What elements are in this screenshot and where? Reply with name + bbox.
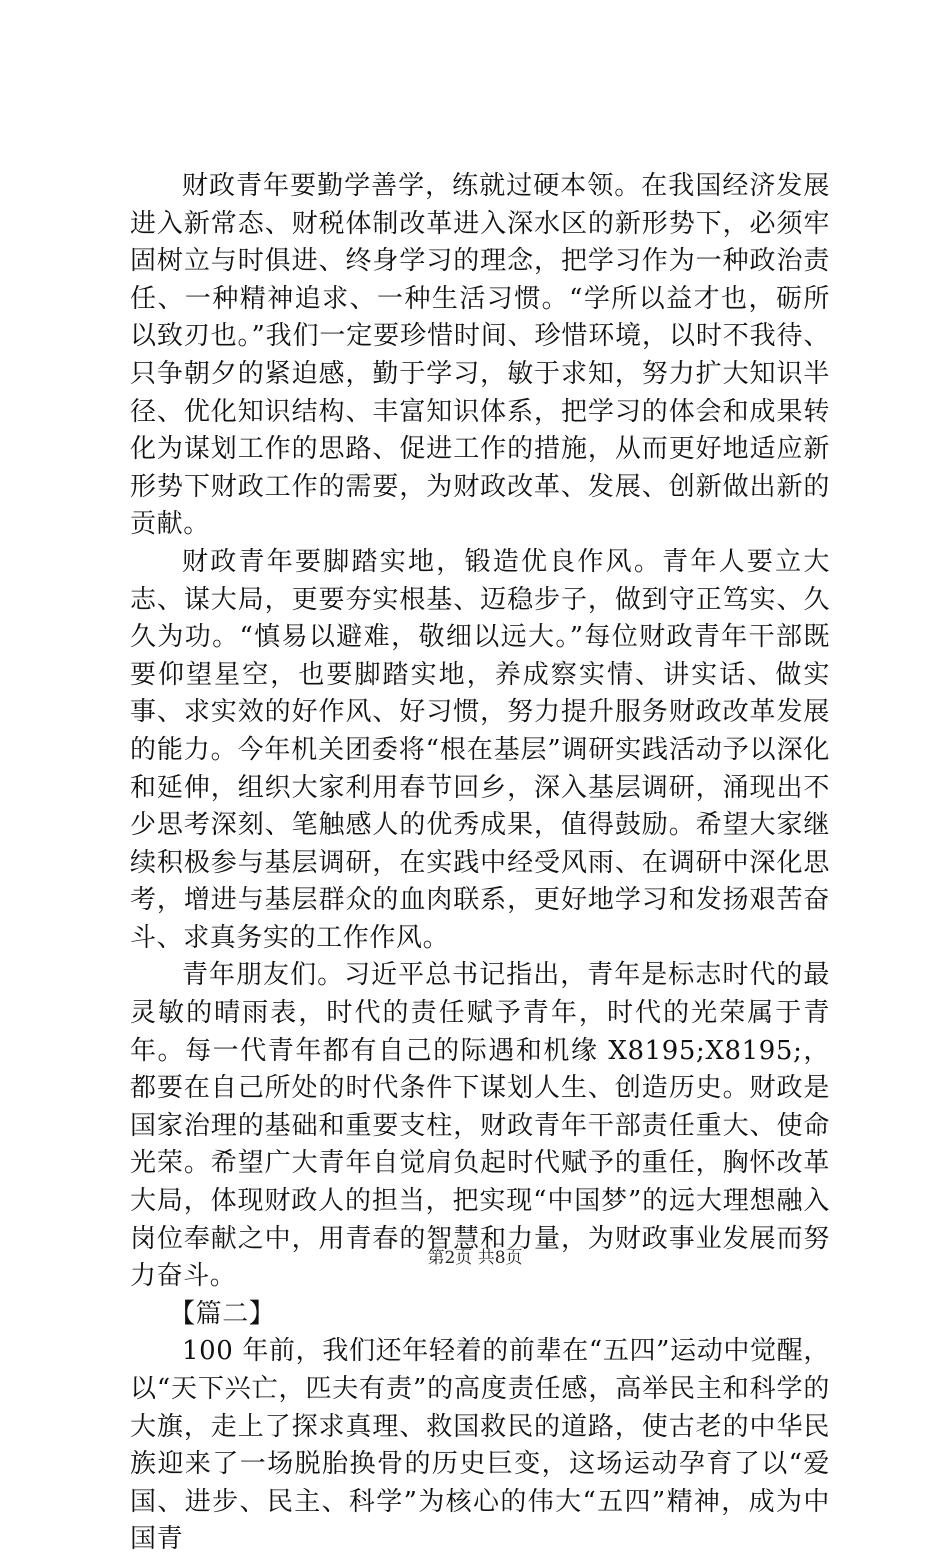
paragraph-youth: 青年朋友们。习近平总书记指出，青年是标志时代的最灵敏的晴雨表，时代的责任赋予青年，时代的光荣属于青年。每一代青年都有自己的际遇和机缘 X8195;X8195;，都要在自己所处的时代条件下谋划人生、创造历史。财政是国家治理的基础和重要支柱，财政青年干部责任重大、使命光荣。希望广大青年自觉肩负起时代赋予的重任，胸怀改革大局，体现财政人的担当，把实现“中国梦”的远大理想融入岗位奉献之中，用青春的智慧和力量，为财政事业发展而努力奋斗。 [130,960,830,1292]
page-number-footer: 第2页 共8页 [427,1248,523,1268]
document-body [130,168,830,1559]
paragraph-study: 财政青年要勤学善学，练就过硬本领。在我国经济发展进入新常态、财税体制改革进入深水区的新形势下，必须牢固树立与时俱进、终身学习的理念，把学习作为一种政治责任、一种精神追求、一种生活习惯。“学所以益才也，砺所以致刃也。”我们一定要珍惜时间、珍惜环境，以时不我待、只争朝夕的紧迫感，勤于学习，敏于求知，努力扩大知识半径、优化知识结构、丰富知识体系，把学习的体会和成果转化为谋划工作的思路、促进工作的措施，从而更好地适应新形势下财政工作的需要，为财政改革、发展、创新做出新的贡献。 [130,171,830,540]
paragraph-style: 财政青年要脚踏实地，锻造优良作风。青年人要立大志、谋大局，更要夯实根基、迈稳步子，做到守正笃实、久久为功。“慎易以避难，敬细以远大。”每位财政青年干部既要仰望星空，也要脚踏实地，养成察实情、讲实话、做实事、求实效的好作风、好习惯，努力提升服务财政改革发展的能力。今年机关团委将“根在基层”调研实践活动予以深化和延伸，组织大家利用春节回乡，深入基层调研，涌现出不少思考深刻、笔触感人的优秀成果，值得鼓励。希望大家继续积极参与基层调研，在实践中经受风雨、在调研中深化思考，增进与基层群众的血肉联系，更好地学习和发扬艰苦奋斗、求真务实的工作作风。 [130,546,830,953]
section-heading: 【篇二】 [169,1298,276,1329]
paragraph-may-fourth: 100 年前，我们还年轻着的前辈在“五四”运动中觉醒，以“天下兴亡，匹夫有责”的高度责任感，高举民主和科学的大旗，走上了探求真理、救国救民的道路，使古老的中华民族迎来了一场脱胎换骨的历史巨变，这场运动孕育了以“爱国、进步、民主、科学”为核心的伟大“五四”精神，成为中国青 [130,1336,830,1555]
